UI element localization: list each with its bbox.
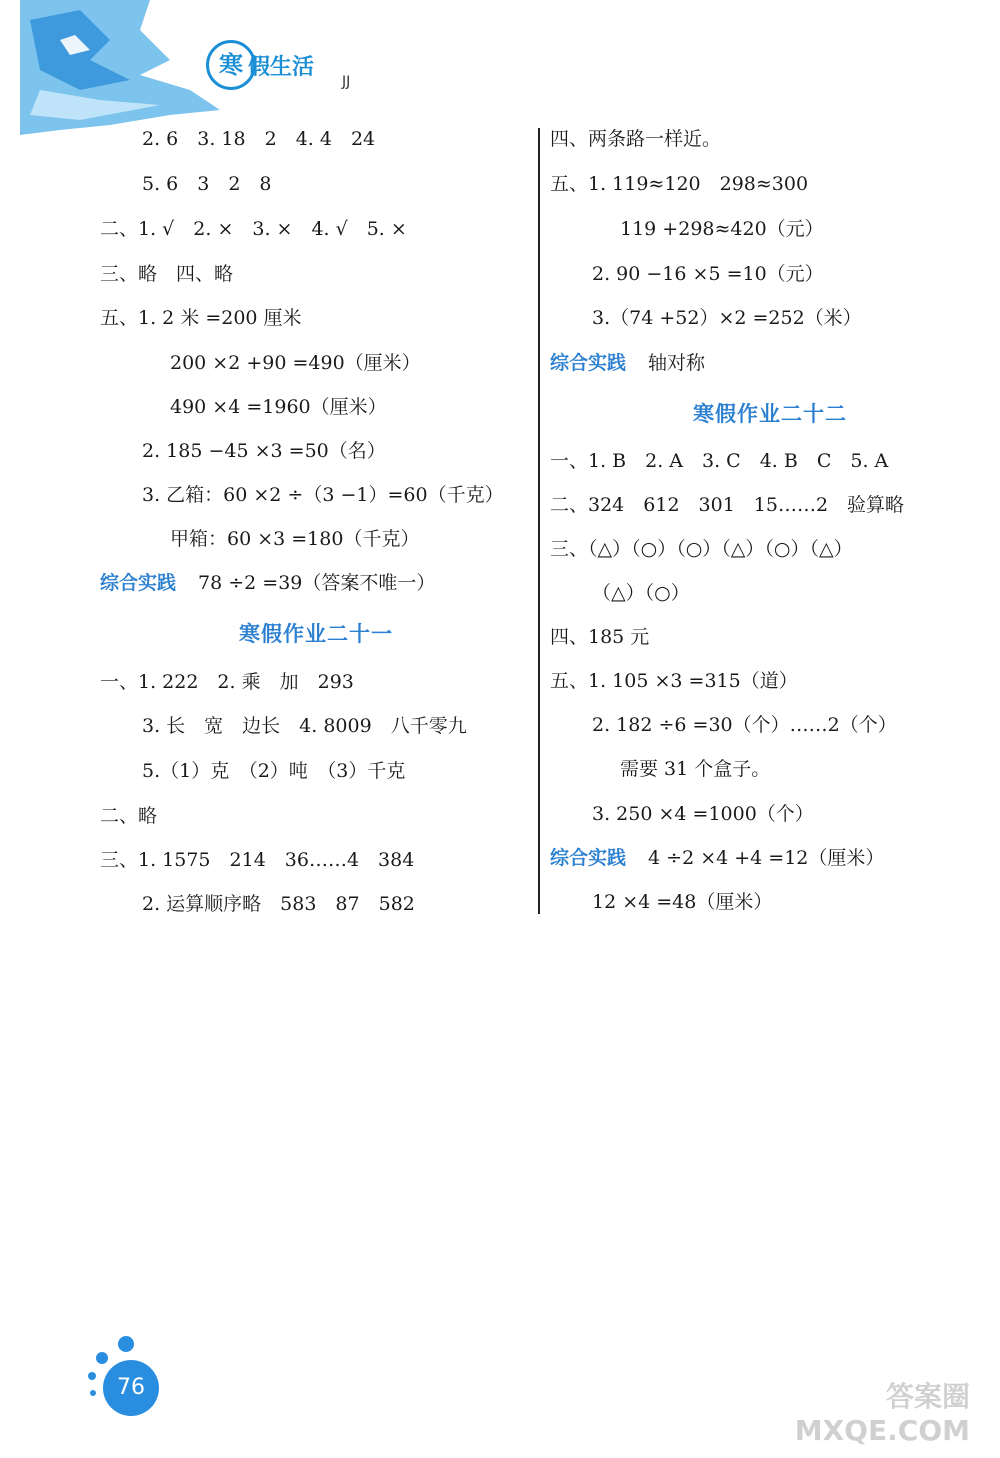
practice-line: [100, 570, 435, 596]
practice-answer: 78 ÷2 =39（答案不唯一）: [198, 572, 436, 594]
answer-line: 需要 31 个盒子。: [620, 758, 771, 780]
answer-line: 甲箱：60 ×3 =180（千克）: [170, 528, 420, 550]
logo-badge: 寒: [206, 40, 256, 90]
practice-answer: 4 ÷2 ×4 +4 =12（厘米）: [648, 847, 885, 869]
watermark-url: MXQE.COM: [794, 1414, 970, 1447]
answer-line: 12 ×4 =48（厘米）: [592, 891, 773, 913]
page-number: 76: [103, 1360, 159, 1416]
answer-line: 119 +298≈420（元）: [620, 218, 824, 240]
decor-dot: [88, 1372, 96, 1380]
answer-line: 一、1. 222 2. 乘 加 293: [100, 671, 354, 693]
page-header: [0, 0, 400, 135]
answer-line: 四、两条路一样近。: [550, 128, 722, 150]
answer-line: （△）（○）: [592, 582, 690, 604]
watermark-title: 答案圈: [885, 1380, 970, 1413]
answer-line: 2. 182 ÷6 =30（个）……2（个）: [592, 714, 897, 736]
section-title-22: 寒假作业二十二: [693, 402, 847, 426]
answer-line: 三、略 四、略: [100, 263, 234, 285]
practice-line: [550, 350, 705, 376]
answer-line: 一、1. B 2. A 3. C 4. B C 5. A: [550, 450, 889, 472]
answer-line: 2. 6 3. 18 2 4. 4 24: [142, 128, 376, 150]
edition-label: JJ: [342, 74, 351, 90]
answer-line: 五、1. 105 ×3 =315（道）: [550, 670, 798, 692]
watermark: [795, 1380, 970, 1448]
answer-line: 二、324 612 301 15……2 验算略: [550, 494, 905, 516]
answer-line: 2. 运算顺序略 583 87 582: [142, 893, 415, 915]
practice-answer: 轴对称: [648, 352, 706, 374]
answer-line: 3.（74 +52）×2 =252（米）: [592, 307, 862, 329]
answer-line: 200 ×2 +90 =490（厘米）: [170, 352, 421, 374]
answer-line: 3. 长 宽 边长 4. 8009 八千零九: [142, 715, 467, 737]
practice-line: [550, 845, 884, 871]
answer-line: 五、1. 119≈120 298≈300: [550, 173, 809, 195]
answer-line: 二、略: [100, 805, 158, 827]
answer-line: 2. 185 −45 ×3 =50（名）: [142, 440, 386, 462]
answer-line: 490 ×4 =1960（厘米）: [170, 396, 387, 418]
practice-tag: 综合实践: [550, 847, 627, 869]
answer-line: 四、185 元: [550, 626, 650, 648]
answer-line: 五、1. 2 米 =200 厘米: [100, 307, 302, 329]
answer-line: 5.（1）克 （2）吨 （3）千克: [142, 760, 406, 782]
practice-tag: 综合实践: [550, 352, 627, 374]
answer-line: 5. 6 3 2 8: [142, 173, 272, 195]
answer-line: 2. 90 −16 ×5 =10（元）: [592, 263, 824, 285]
answer-line: 3. 250 ×4 =1000（个）: [592, 803, 814, 825]
column-divider: [538, 128, 540, 914]
practice-tag: 综合实践: [100, 572, 177, 594]
answer-line: 三、（△）（○）（○）（△）（○）（△）: [550, 538, 853, 560]
section-title-21: 寒假作业二十一: [239, 622, 393, 646]
decor-dot: [96, 1352, 108, 1364]
decor-dot: [90, 1390, 96, 1396]
book-title: 假生活: [248, 55, 315, 80]
answer-line: 二、1. √ 2. × 3. × 4. √ 5. ×: [100, 218, 407, 240]
answer-line: 三、1. 1575 214 36……4 384: [100, 849, 415, 871]
answer-line: 3. 乙箱：60 ×2 ÷（3 −1）=60（千克）: [142, 484, 504, 506]
decor-dot: [118, 1336, 134, 1352]
